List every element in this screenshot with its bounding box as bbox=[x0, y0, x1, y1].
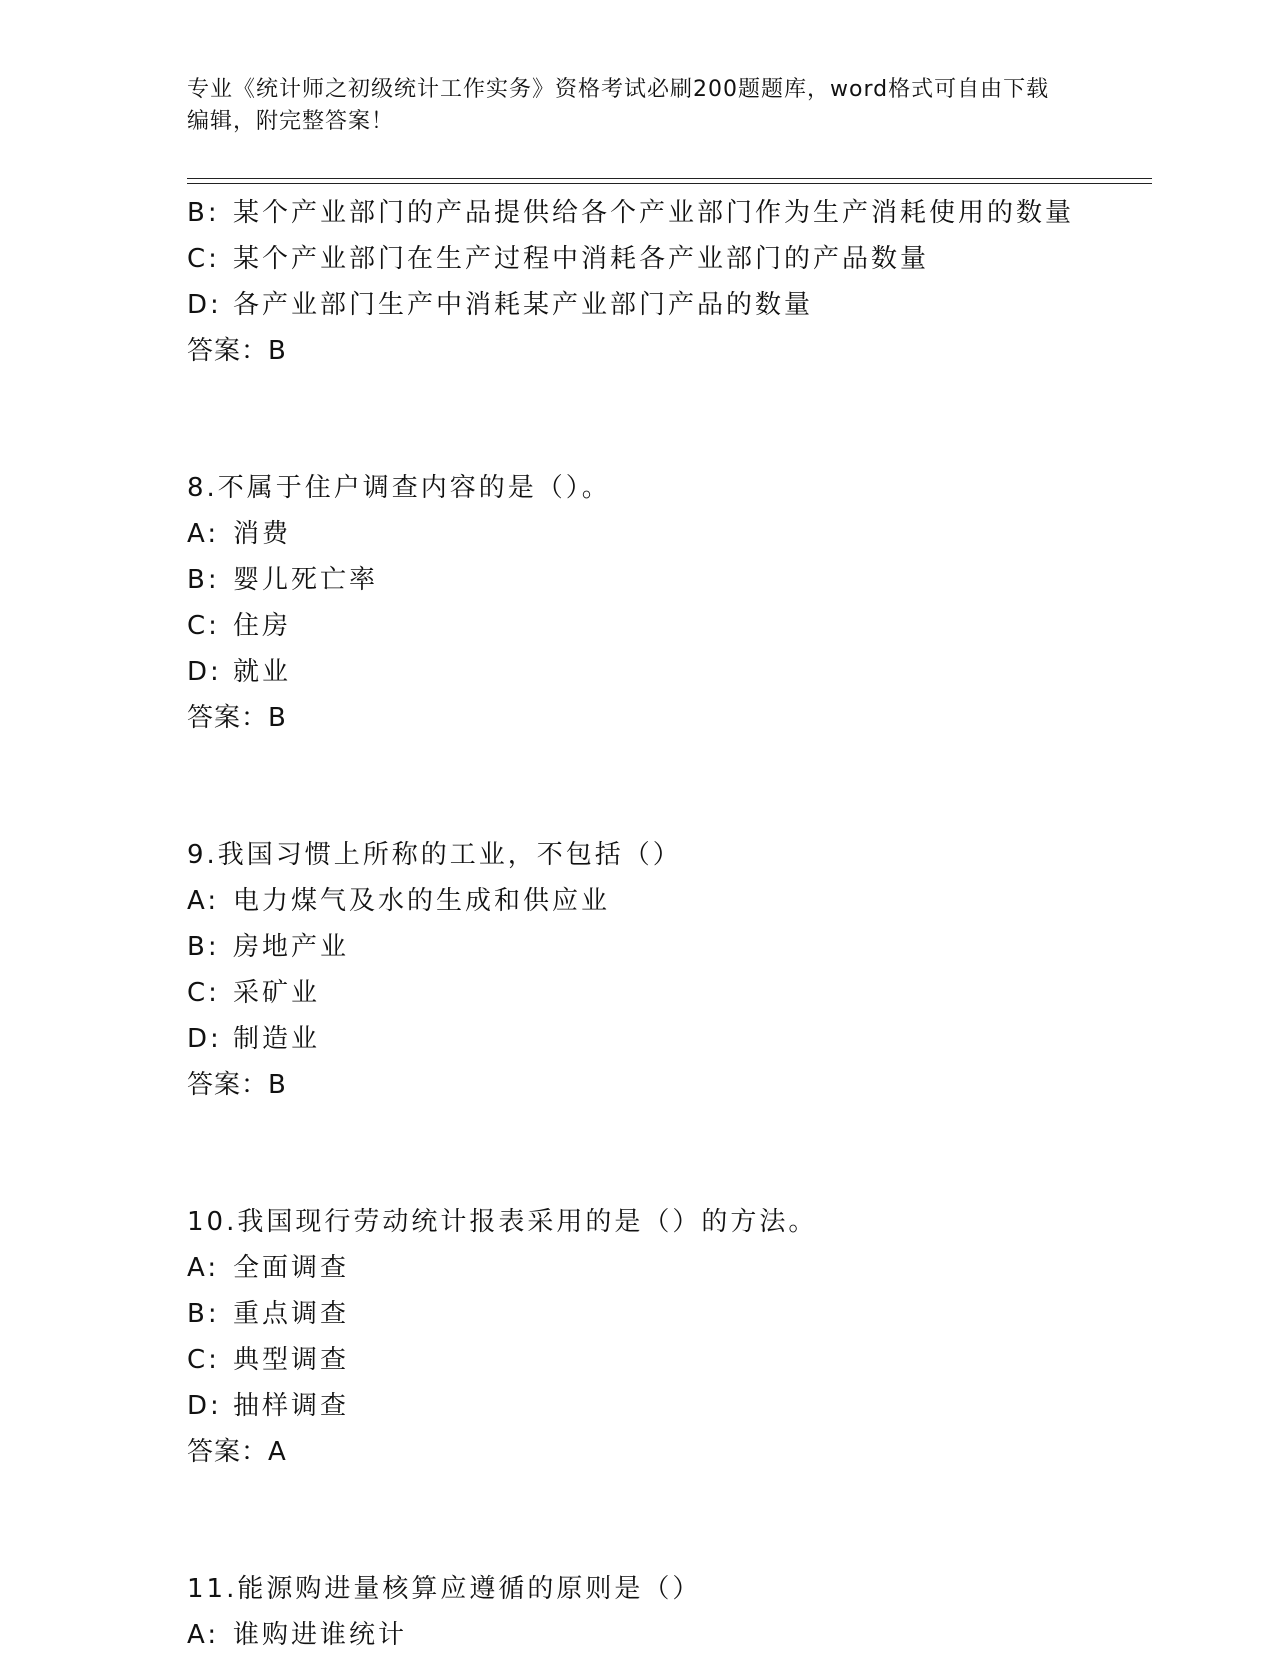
answer-line: 答案：B bbox=[187, 1070, 287, 1100]
option-letter: B: bbox=[187, 932, 220, 962]
option-text: 采矿业 bbox=[233, 978, 321, 1008]
option-text: 房地产业 bbox=[233, 932, 350, 962]
option-letter: D: bbox=[187, 1024, 222, 1054]
option-text: 制造业 bbox=[233, 1024, 321, 1054]
option-letter: C: bbox=[187, 244, 220, 274]
header-divider-bottom bbox=[187, 183, 1152, 184]
option-text: 抽样调查 bbox=[233, 1391, 350, 1421]
option-text: 全面调查 bbox=[233, 1253, 350, 1283]
option-c bbox=[187, 1337, 1147, 1383]
option-text: 典型调查 bbox=[233, 1345, 350, 1375]
question-block-prev bbox=[187, 190, 1147, 374]
option-c bbox=[187, 970, 1147, 1016]
option-text: 谁购进谁统计 bbox=[233, 1620, 408, 1650]
option-d bbox=[187, 1016, 1147, 1062]
option-text: 某个产业部门的产品提供给各个产业部门作为生产消耗使用的数量 bbox=[233, 198, 1075, 228]
option-letter: C: bbox=[187, 1345, 220, 1375]
answer-line: 答案：A bbox=[187, 1437, 287, 1467]
option-letter: A: bbox=[187, 519, 220, 549]
document-header: 专业《统计师之初级统计工作实务》资格考试必刷200题题库，word格式可自由下载编辑，附完整答案！ bbox=[187, 77, 1050, 134]
option-letter: C: bbox=[187, 978, 220, 1008]
option-c bbox=[187, 603, 1147, 649]
question-stem: 10.我国现行劳动统计报表采用的是（）的方法。 bbox=[187, 1207, 818, 1237]
option-c bbox=[187, 236, 1147, 282]
question-stem: 9.我国习惯上所称的工业，不包括（） bbox=[187, 840, 682, 870]
option-b bbox=[187, 924, 1147, 970]
option-d bbox=[187, 649, 1147, 695]
option-letter: A: bbox=[187, 1620, 220, 1650]
option-letter: D: bbox=[187, 1391, 222, 1421]
option-d bbox=[187, 282, 1147, 328]
option-text: 消费 bbox=[233, 519, 292, 549]
option-text: 某个产业部门在生产过程中消耗各产业部门的产品数量 bbox=[233, 244, 930, 274]
question-block-10 bbox=[187, 1199, 1147, 1475]
option-letter: A: bbox=[187, 886, 220, 916]
option-letter: D: bbox=[187, 290, 222, 320]
answer-line: 答案：B bbox=[187, 703, 287, 733]
option-text: 就业 bbox=[233, 657, 292, 687]
option-a bbox=[187, 1245, 1147, 1291]
option-a bbox=[187, 1612, 1147, 1658]
option-text: 电力煤气及水的生成和供应业 bbox=[233, 886, 611, 916]
option-b bbox=[187, 190, 1147, 236]
option-letter: C: bbox=[187, 611, 220, 641]
question-block-9 bbox=[187, 832, 1147, 1108]
question-content bbox=[187, 190, 1147, 1658]
question-stem: 8.不属于住户调查内容的是（）。 bbox=[187, 473, 611, 503]
question-block-11 bbox=[187, 1566, 1147, 1658]
option-a bbox=[187, 878, 1147, 924]
option-text: 重点调查 bbox=[233, 1299, 350, 1329]
option-text: 住房 bbox=[233, 611, 292, 641]
question-stem: 11.能源购进量核算应遵循的原则是（） bbox=[187, 1574, 702, 1604]
option-a bbox=[187, 511, 1147, 557]
option-letter: B: bbox=[187, 198, 220, 228]
option-text: 各产业部门生产中消耗某产业部门产品的数量 bbox=[233, 290, 814, 320]
option-letter: B: bbox=[187, 565, 220, 595]
option-b bbox=[187, 1291, 1147, 1337]
answer-line: 答案：B bbox=[187, 336, 287, 366]
option-letter: A: bbox=[187, 1253, 220, 1283]
option-letter: B: bbox=[187, 1299, 220, 1329]
option-d bbox=[187, 1383, 1147, 1429]
question-block-8 bbox=[187, 465, 1147, 741]
option-b bbox=[187, 557, 1147, 603]
option-text: 婴儿死亡率 bbox=[233, 565, 379, 595]
header-divider-top bbox=[187, 178, 1152, 179]
option-letter: D: bbox=[187, 657, 222, 687]
